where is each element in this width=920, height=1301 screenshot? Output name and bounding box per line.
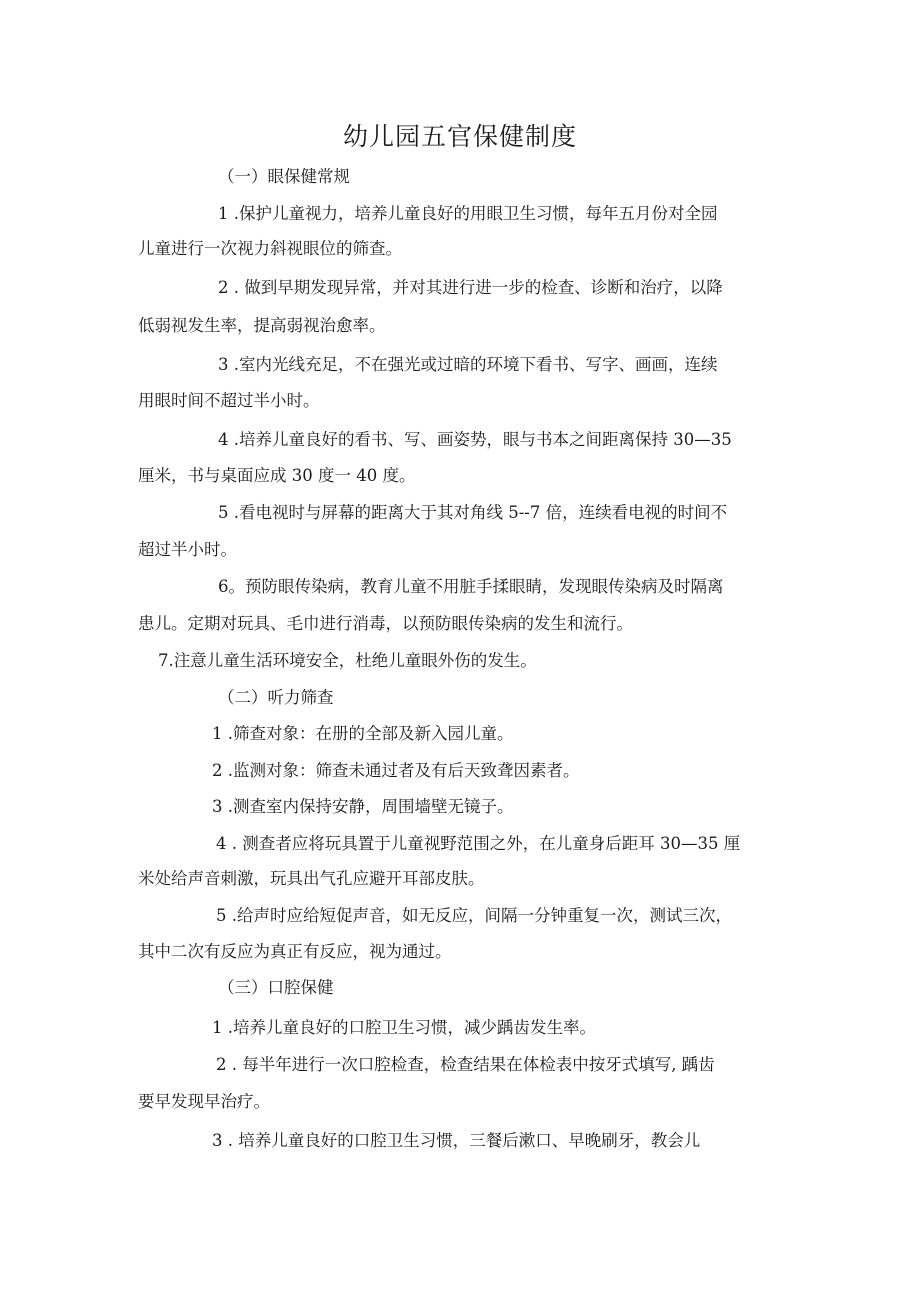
eye-item-6-line-2: 患儿。定期对玩具、毛巾进行消毒，以预防眼传染病的发生和流行。 [138, 614, 633, 633]
eye-item-3-line-2: 用眼时间不超过半小时。 [138, 391, 320, 410]
eye-item-1-line-2: 儿童进行一次视力斜视眼位的筛查。 [138, 239, 402, 258]
eye-item-3-line-1: 3 .室内光线充足，不在强光或过暗的环境下看书、写字、画画，连续 [218, 355, 718, 374]
hearing-item-5-line-1: 5 .给声时应给短促声音，如无反应，间隔一分钟重复一次，测试三次， [216, 906, 732, 925]
eye-item-4-line-1: 4 .培养儿童良好的看书、写、画姿势，眼与书本之间距离保持 30—35 [218, 430, 732, 449]
eye-item-2-line-1: 2 . 做到早期发现异常，并对其进行进一步的检查、诊断和治疗，以降 [218, 278, 723, 297]
section-heading-oral: （三）口腔保健 [218, 978, 334, 997]
section-heading-eye: （一）眼保健常规 [218, 167, 350, 186]
oral-item-2-line-1: 2 . 每半年进行一次口腔检查，检查结果在体检表中按牙式填写, 踽齿 [216, 1055, 715, 1074]
eye-item-1-line-1: 1 .保护儿童视力，培养儿童良好的用眼卫生习惯，每年五月份对全园 [218, 204, 718, 223]
oral-item-1: 1 .培养儿童良好的口腔卫生习惯，减少踽齿发生率。 [212, 1018, 596, 1037]
eye-item-7-line-1: 7.注意儿童生活环境安全，杜绝儿童眼外伤的发生。 [158, 651, 537, 670]
hearing-item-4-line-1: 4 . 测查者应将玩具置于儿童视野范围之外，在儿童身后距耳 30—35 厘 [216, 834, 741, 853]
oral-item-3-line-1: 3 . 培养儿童良好的口腔卫生习惯，三餐后漱口、早晚刷牙，教会儿 [212, 1131, 701, 1150]
page-title: 幼儿园五官保健制度 [342, 122, 577, 151]
eye-item-5-line-1: 5 .看电视时与屏幕的距离大于其对角线 5--7 倍，连续看电视的时间不 [218, 503, 728, 522]
eye-item-5-line-2: 超过半小时。 [138, 540, 237, 559]
eye-item-6-line-1: 6。预防眼传染病，教育儿童不用脏手揉眼睛，发现眼传染病及时隔离 [218, 577, 724, 596]
hearing-item-5-line-2: 其中二次有反应为真正有反应，视为通过。 [138, 942, 452, 961]
oral-item-2-line-2: 要早发现早治疗。 [138, 1092, 270, 1111]
hearing-item-3: 3 .测查室内保持安静，周围墙壁无镜子。 [212, 797, 514, 816]
eye-item-2-line-2: 低弱视发生率，提高弱视治愈率。 [138, 316, 386, 335]
eye-item-4-line-2: 厘米，书与桌面应成 30 度一 40 度。 [138, 466, 416, 485]
hearing-item-2: 2 .监测对象：筛查未通过者及有后天致聋因素者。 [212, 761, 580, 780]
hearing-item-1: 1 .筛查对象：在册的全部及新入园儿童。 [212, 724, 514, 743]
section-heading-hearing: （二）听力筛查 [218, 688, 334, 707]
hearing-item-4-line-2: 米处给声音刺激，玩具出气孔应避开耳部皮肤。 [138, 869, 485, 888]
